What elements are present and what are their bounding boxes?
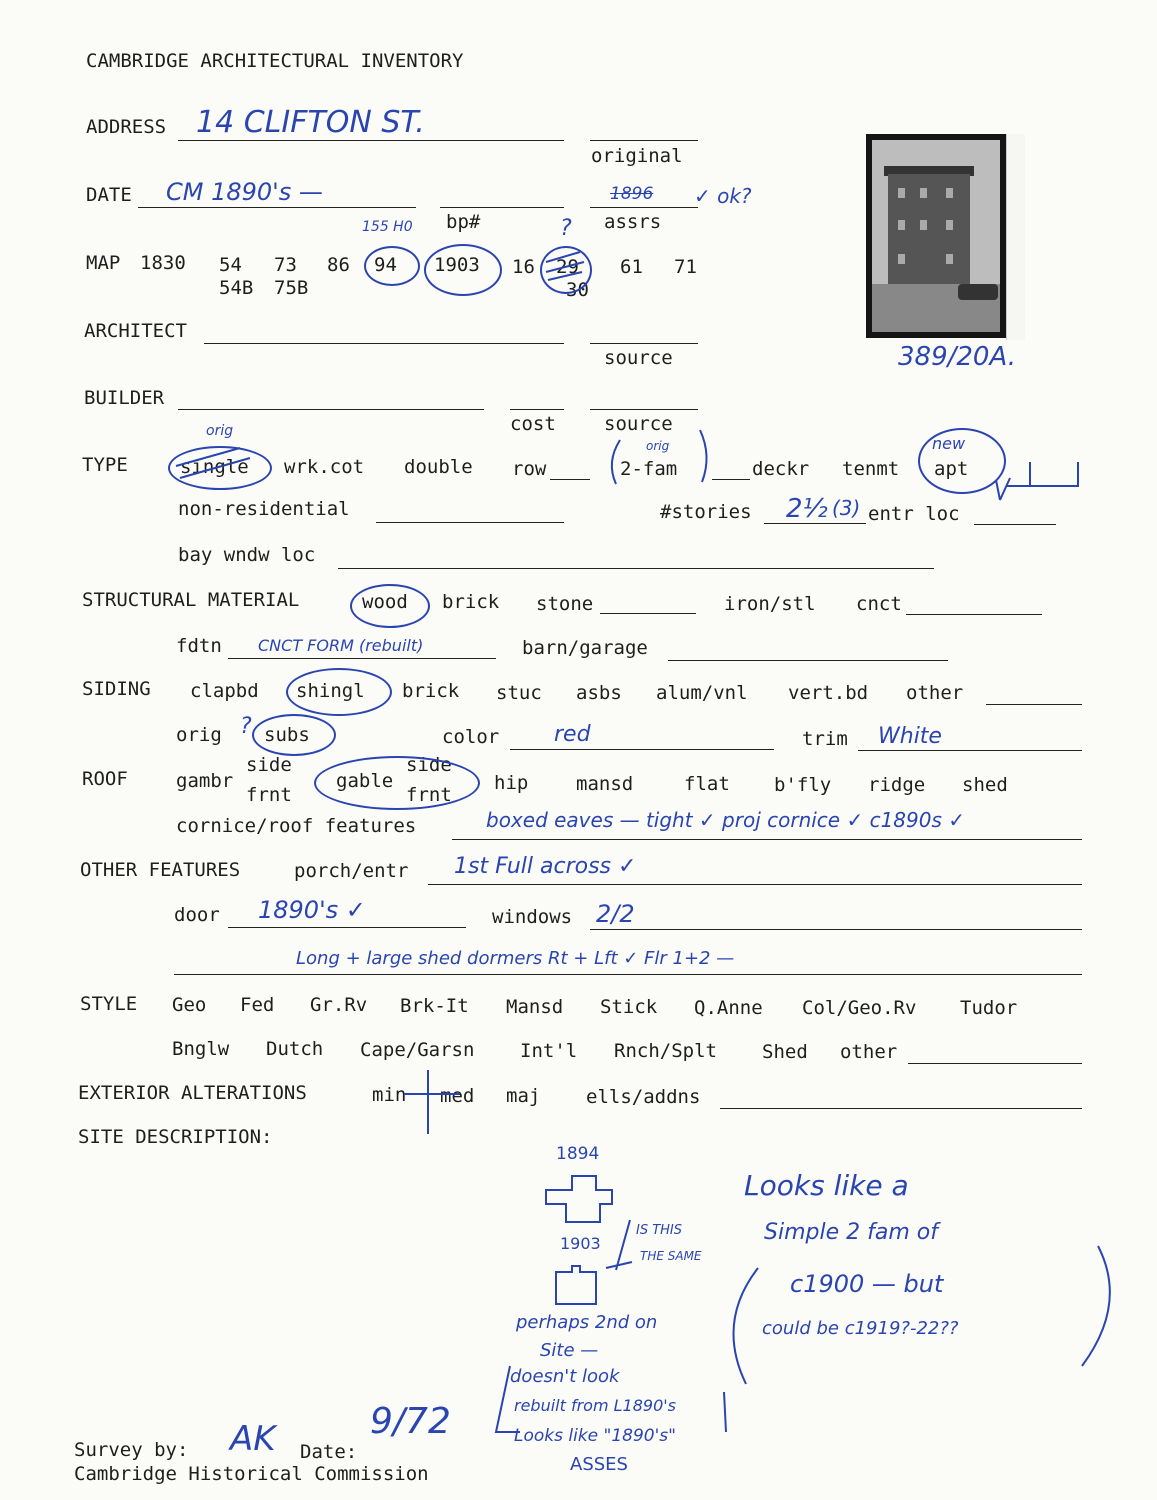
roof-side-2: side [406, 754, 452, 776]
bp-label: bp# [446, 211, 481, 233]
type-apt: apt [934, 458, 969, 480]
type-2-fam: 2-fam [620, 458, 678, 480]
map-label: MAP [86, 252, 121, 274]
paren-looks-right [1082, 1246, 1110, 1366]
entrance-diagram [996, 462, 1078, 500]
roof-gambr: gambr [176, 770, 234, 792]
hw-door: 1890's ✓ [258, 896, 366, 924]
structural-cnct: cnct [856, 593, 902, 615]
alteration-cross [404, 1070, 460, 1134]
style-label: STYLE [80, 993, 138, 1015]
hw-perhaps-4: rebuilt from L1890's [514, 1396, 677, 1415]
survey-date-label: Date: [300, 1441, 358, 1463]
siding-other: other [906, 682, 964, 704]
hw-survey-date: 9/72 [370, 1401, 451, 1442]
hw-site-1894: 1894 [556, 1144, 600, 1164]
site-description-label: SITE DESCRIPTION: [78, 1126, 273, 1148]
map-year-71: 71 [674, 256, 697, 278]
hw-perhaps-2: Site — [540, 1340, 599, 1361]
style-bnglw: Bnglw [172, 1038, 230, 1060]
other-features-label: OTHER FEATURES [80, 859, 241, 881]
type-label: TYPE [82, 454, 128, 476]
hw-survey-by: AK [230, 1419, 276, 1459]
map-year-30: 30 [566, 279, 589, 301]
map-year-54b: 54B [219, 277, 254, 299]
hw-perhaps-1: perhaps 2nd on [516, 1312, 658, 1333]
siding-stuc: stuc [496, 682, 542, 704]
style-tudor: Tudor [960, 997, 1018, 1019]
bay-wndw-label: bay wndw loc [178, 544, 316, 566]
style-stick: Stick [600, 996, 658, 1018]
style-grrv: Gr.Rv [310, 994, 368, 1016]
hw-single-note: orig [206, 423, 234, 439]
structural-wood: wood [362, 591, 408, 613]
hw-stories: 2½ [786, 494, 828, 524]
hw-looks-3: c1900 — but [790, 1270, 944, 1298]
siding-clapbd: clapbd [190, 680, 259, 702]
bracket-2fam-left [612, 440, 620, 484]
type-wrk-cot: wrk.cot [284, 456, 365, 478]
structural-brick: brick [442, 591, 500, 613]
map-year-86: 86 [327, 254, 350, 276]
hw-q-mark: ? [560, 216, 572, 241]
siding-alum: alum/vnl [656, 682, 748, 704]
type-tenmt: tenmt [842, 458, 900, 480]
roof-label: ROOF [82, 768, 128, 790]
siding-asbs: asbs [576, 682, 622, 704]
roof-hip: hip [494, 772, 529, 794]
porch-label: porch/entr [294, 860, 409, 882]
map-year-16: 16 [512, 256, 535, 278]
subs-label: subs [264, 724, 310, 746]
scribble-single [176, 448, 250, 478]
hw-porch: 1st Full across ✓ [454, 854, 637, 879]
door-label: door [174, 904, 220, 926]
hw-perhaps-5: Looks like "1890's" [514, 1426, 676, 1446]
assrs-label: assrs [604, 211, 662, 233]
original-label: original [591, 145, 683, 167]
style-dutch: Dutch [266, 1038, 324, 1060]
exterior-label: EXTERIOR ALTERATIONS [78, 1082, 307, 1104]
style-geo: Geo [172, 994, 207, 1016]
style-mansd: Mansd [506, 996, 564, 1018]
cost-label: cost [510, 413, 556, 435]
siding-label: SIDING [82, 678, 151, 700]
builder-source-label: source [604, 413, 673, 435]
siding-shingl: shingl [296, 680, 365, 702]
non-residential-label: non-residential [178, 498, 350, 520]
architect-source-label: source [604, 347, 673, 369]
roof-flat: flat [684, 773, 730, 795]
architect-label: ARCHITECT [84, 320, 187, 342]
type-deckr: deckr [752, 458, 810, 480]
roof-shed: shed [962, 774, 1008, 796]
style-brkit: Brk-It [400, 995, 469, 1017]
hw-fdtn: CNCT FORM (rebuilt) [258, 636, 424, 655]
hw-orig-q: ? [240, 714, 252, 739]
roof-side-1: side [246, 754, 292, 776]
map-year-94: 94 [374, 254, 397, 276]
hw-stories-alt: (3) [832, 496, 861, 520]
barn-label: barn/garage [522, 637, 648, 659]
style-intl: Int'l [520, 1040, 578, 1062]
stories-label: #stories [660, 501, 752, 523]
site-sketch-1894 [546, 1176, 612, 1222]
structural-iron: iron/stl [724, 593, 816, 615]
cornice-label: cornice/roof features [176, 815, 417, 837]
hw-apt-note: new [932, 434, 966, 453]
map-year-73: 73 [274, 254, 297, 276]
map-year-1903: 1903 [434, 254, 480, 276]
roof-gable: gable [336, 770, 394, 792]
siding-vert: vert.bd [788, 682, 869, 704]
paren-looks-left [734, 1268, 759, 1384]
style-colgeorv: Col/Geo.Rv [802, 997, 917, 1019]
hw-assrs-note: 1896 [610, 184, 654, 204]
type-double: double [404, 456, 473, 478]
hw-2fam-note: orig [646, 439, 670, 453]
style-shed: Shed [762, 1041, 808, 1063]
builder-label: BUILDER [84, 387, 165, 409]
form-title: CAMBRIDGE ARCHITECTURAL INVENTORY [86, 50, 464, 72]
bracket-perhaps [496, 1366, 726, 1432]
hw-color: red [554, 722, 591, 747]
hw-date: CM 1890's — [166, 178, 323, 206]
address-label: ADDRESS [86, 116, 167, 138]
hw-is-this: IS THIS [636, 1223, 683, 1238]
exterior-min: min [372, 1084, 407, 1106]
structural-stone: stone [536, 593, 594, 615]
hw-ok-note: ✓ ok? [694, 184, 752, 208]
site-connector [606, 1220, 632, 1270]
style-other: other [840, 1041, 898, 1063]
commission-label: Cambridge Historical Commission [74, 1463, 429, 1485]
orig-label: orig [176, 724, 222, 746]
hw-site-1903: 1903 [560, 1234, 601, 1253]
style-rnch: Rnch/Splt [614, 1040, 717, 1062]
date-label: DATE [86, 184, 132, 206]
map-year-75b: 75B [274, 277, 309, 299]
hw-trim: White [878, 724, 942, 749]
map-year-61: 61 [620, 256, 643, 278]
hw-bp-note: 155 H0 [362, 219, 413, 235]
hw-photo-number: 389/20A. [898, 342, 1017, 372]
map-year-1830: 1830 [140, 252, 186, 274]
hw-perhaps-3: doesn't look [510, 1366, 620, 1387]
trim-label: trim [802, 728, 848, 750]
style-fed: Fed [240, 994, 275, 1016]
hw-perhaps-6: ASSES [570, 1454, 628, 1475]
windows-label: windows [492, 906, 573, 928]
hw-the-same: THE SAME [640, 1249, 702, 1263]
style-qanne: Q.Anne [694, 997, 763, 1019]
exterior-med: med [440, 1085, 475, 1107]
fdtn-label: fdtn [176, 635, 222, 657]
style-cape: Cape/Garsn [360, 1039, 475, 1061]
hw-windows: 2/2 [596, 900, 635, 928]
exterior-ells: ells/addns [586, 1086, 701, 1108]
siding-brick: brick [402, 680, 460, 702]
hw-address: 14 CLIFTON ST. [196, 105, 425, 140]
hw-looks-2: Simple 2 fam of [764, 1220, 938, 1245]
color-label: color [442, 726, 500, 748]
map-year-54: 54 [219, 254, 242, 276]
roof-ridge: ridge [868, 774, 926, 796]
hw-dormers: Long + large shed dormers Rt + Lft ✓ Flr 1+2 — [296, 948, 735, 969]
roof-bfly: b'fly [774, 774, 832, 796]
roof-frnt-2: frnt [406, 784, 452, 806]
structural-label: STRUCTURAL MATERIAL [82, 589, 300, 611]
hw-looks-1: Looks like a [744, 1169, 909, 1202]
type-single: single [180, 456, 249, 478]
exterior-maj: maj [506, 1085, 541, 1107]
hw-cornice: boxed eaves — tight ✓ proj cornice ✓ c1890s ✓ [486, 808, 966, 832]
entr-loc-label: entr loc [868, 503, 960, 525]
type-row: row [512, 458, 547, 480]
scribble-29 [546, 252, 584, 280]
bracket-2fam-right [700, 430, 707, 482]
roof-mansd: mansd [576, 773, 634, 795]
survey-label: Survey by: [74, 1439, 189, 1461]
map-year-29: 29 [556, 256, 579, 278]
hw-looks-4: could be c1919?-22?? [762, 1318, 959, 1339]
site-sketch-1903 [556, 1266, 596, 1304]
roof-frnt-1: frnt [246, 784, 292, 806]
